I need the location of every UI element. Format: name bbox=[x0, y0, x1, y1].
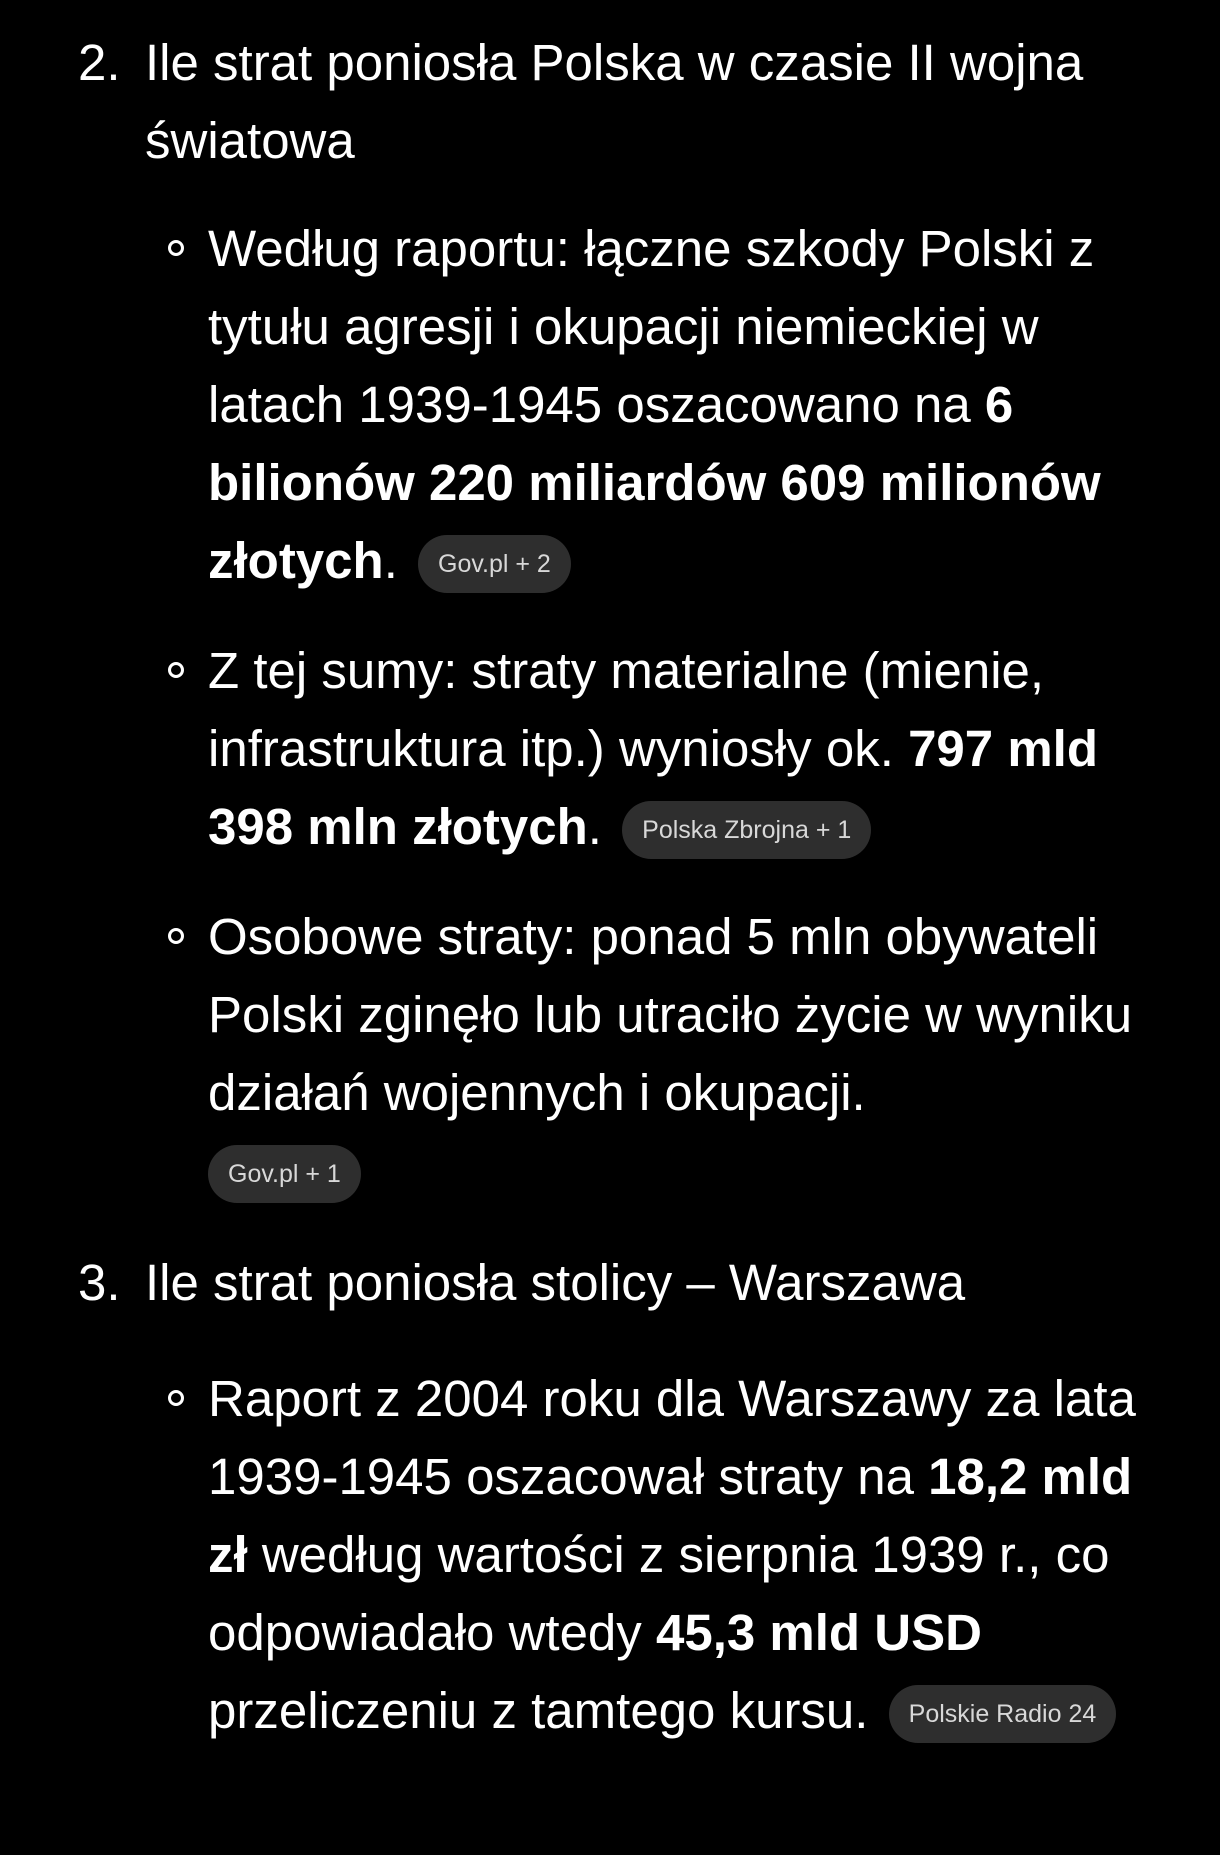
sub-list-item bbox=[0, 632, 1220, 866]
bullet-text-end: przeliczeniu z tamtego kursu. bbox=[208, 1682, 869, 1739]
list-item-3-heading bbox=[0, 1244, 1220, 1322]
list-item-2-heading bbox=[0, 24, 1220, 180]
bullet-circle-icon bbox=[168, 928, 184, 944]
sub-list-item bbox=[0, 210, 1220, 600]
bullet-circle-icon bbox=[168, 1390, 184, 1406]
list-item-title: Ile strat poniosła stolicy – Warszawa bbox=[145, 1254, 966, 1311]
bullet-text: Osobowe straty: ponad 5 mln obywateli Polski zginęło lub utraciło życie w wyniku działań wojennych i okupacji. bbox=[208, 908, 1133, 1121]
bullet-text-end: . bbox=[587, 798, 602, 855]
source-chip[interactable]: Gov.pl + 2 bbox=[418, 535, 571, 593]
bullet-bold-text: 18,2 mld zł bbox=[208, 1448, 1133, 1583]
bullet-circle-icon bbox=[168, 240, 184, 256]
bullet-text: Z tej sumy: straty materialne (mienie, infrastruktura itp.) wyniosły ok. bbox=[208, 642, 1045, 777]
sub-list bbox=[0, 1360, 1220, 1750]
bullet-text: Raport z 2004 roku dla Warszawy za lata 1939-1945 oszacował straty na bbox=[208, 1370, 1136, 1505]
list-item-title: Ile strat poniosła Polska w czasie II wojna światowa bbox=[145, 34, 1084, 169]
list-number: 3. bbox=[78, 1254, 121, 1311]
bullet-text-end: . bbox=[383, 532, 398, 589]
bullet-bold-text: 45,3 mld USD bbox=[655, 1604, 982, 1661]
list-number: 2. bbox=[78, 34, 121, 91]
bullet-bold-text: 797 mld 398 mln złotych bbox=[208, 720, 1098, 855]
sub-list bbox=[0, 210, 1220, 1210]
sub-list-item bbox=[0, 1360, 1220, 1750]
bullet-text: Według raportu: łączne szkody Polski z tytułu agresji i okupacji niemieckiej w latach 1939-1945 oszacowano na bbox=[208, 220, 1095, 433]
source-chip[interactable]: Polska Zbrojna + 1 bbox=[622, 801, 871, 859]
bullet-bold-text: 6 bilionów 220 miliardów 609 milionów złotych bbox=[208, 376, 1101, 589]
source-chip[interactable]: Polskie Radio 24 bbox=[889, 1685, 1117, 1743]
source-chip[interactable]: Gov.pl + 1 bbox=[208, 1145, 361, 1203]
bullet-circle-icon bbox=[168, 662, 184, 678]
bullet-text-middle: według wartości z sierpnia 1939 r., co odpowiadało wtedy bbox=[208, 1526, 1110, 1661]
sub-list-item bbox=[0, 898, 1220, 1210]
